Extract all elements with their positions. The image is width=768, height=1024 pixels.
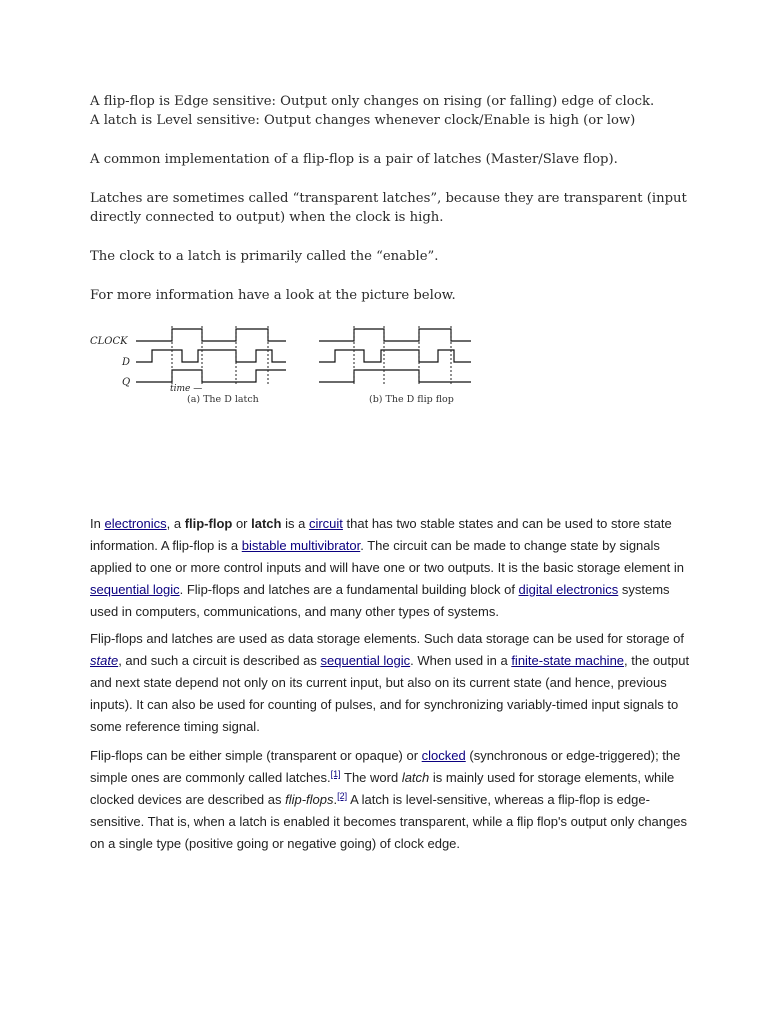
text: that has two stable states and can be used to store state information. A flip-flop is a <box>90 516 672 553</box>
intro-paragraph-2 <box>90 150 690 169</box>
text: is mainly used for storage elements, while clocked devices are described as <box>90 770 675 807</box>
link-circuit[interactable]: circuit <box>308 516 343 531</box>
intro-paragraph-1 <box>90 92 690 130</box>
text: Flip-flops and latches are used as data storage elements. Such data storage can be used for storage of <box>90 631 685 646</box>
d-label: D <box>122 357 131 368</box>
time-label: time — <box>170 384 203 394</box>
link-electronics[interactable]: electronics <box>104 516 167 531</box>
intro-paragraph-4 <box>90 247 690 266</box>
term-latch-italic: latch <box>401 770 430 785</box>
q-label: Q <box>122 377 131 388</box>
text: , a <box>166 516 185 531</box>
intro-line: Latches are sometimes called “transparent latches”, because they are transparent (input <box>90 191 687 206</box>
intro-line: For more information have a look at the picture below. <box>90 288 456 303</box>
text: In <box>90 516 105 531</box>
flipflop-clock-waveform <box>319 329 471 341</box>
text: systems used in computers, communications, and many other types of systems. <box>90 582 670 619</box>
intro-line: A common implementation of a flip-flop is a pair of latches (Master/Slave flop). <box>90 152 618 167</box>
latch-q-waveform <box>136 370 286 382</box>
text: . The circuit can be made to change state by signals applied to one or more control inputs and will have one or two outputs. It is the basic storage element in <box>90 538 685 575</box>
latch-clock-waveform <box>136 329 286 341</box>
wiki-paragraph-2 <box>90 628 690 738</box>
intro-paragraph-3 <box>90 189 690 227</box>
intro-line: The clock to a latch is primarily called the “enable”. <box>90 249 439 264</box>
text: (synchronous or edge-triggered); the simple ones are commonly called latches. <box>90 748 681 785</box>
citation-2[interactable]: [2] <box>337 791 348 801</box>
intro-line: directly connected to output) when the clock is high. <box>90 210 444 225</box>
link-state[interactable]: state <box>90 653 119 668</box>
term-latch: latch <box>251 516 282 531</box>
intro-line: A flip-flop is Edge sensitive: Output only changes on rising (or falling) edge of clock. <box>90 94 655 109</box>
intro-line: A latch is Level sensitive: Output changes whenever clock/Enable is high (or low) <box>90 113 636 128</box>
text: A latch is level-sensitive, whereas a flip-flop is edge-sensitive. That is, when a latch is enabled it becomes transparent, while a flip flop's output only changes on a single type (positive going or negative going) of clock edge. <box>90 792 687 851</box>
citation-1[interactable]: [1] <box>330 769 341 779</box>
caption-d-flip-flop: (b) The D flip flop <box>369 394 454 405</box>
text: Flip-flops can be either simple (transparent or opaque) or <box>90 748 422 763</box>
clock-label: CLOCK <box>90 336 128 347</box>
text: , the output and next state depend not only on its current input, but also on its current state (and hence, previous inputs). It can also be used for counting of pulses, and for synchronizing variably-timed input signals to some reference timing signal. <box>90 653 690 734</box>
flipflop-d-waveform <box>319 350 471 362</box>
timing-diagram-figure <box>86 322 486 406</box>
text: . When used in a <box>410 653 512 668</box>
wiki-paragraph-1 <box>90 513 690 623</box>
caption-d-latch: (a) The D latch <box>187 394 259 405</box>
text: . Flip-flops and latches are a fundamental building block of <box>179 582 519 597</box>
latch-d-waveform <box>136 350 286 362</box>
link-bistable-multivibrator[interactable]: bistable multivibrator <box>241 538 361 553</box>
text: The word <box>340 770 402 785</box>
text: , and such a circuit is described as <box>118 653 321 668</box>
link-sequential-logic[interactable]: sequential logic <box>320 653 411 668</box>
flipflop-q-waveform <box>319 370 471 382</box>
link-digital-electronics[interactable]: digital electronics <box>518 582 619 597</box>
intro-paragraph-5 <box>90 286 690 305</box>
term-flip-flops-italic: flip-flops <box>285 792 334 807</box>
term-flip-flop: flip-flop <box>184 516 233 531</box>
text: is a <box>281 516 309 531</box>
wiki-paragraph-3 <box>90 745 690 855</box>
text: . <box>333 792 338 807</box>
link-finite-state-machine[interactable]: finite-state machine <box>511 653 625 668</box>
link-sequential-logic[interactable]: sequential logic <box>90 582 180 597</box>
text: or <box>232 516 252 531</box>
link-clocked[interactable]: clocked <box>421 748 466 763</box>
